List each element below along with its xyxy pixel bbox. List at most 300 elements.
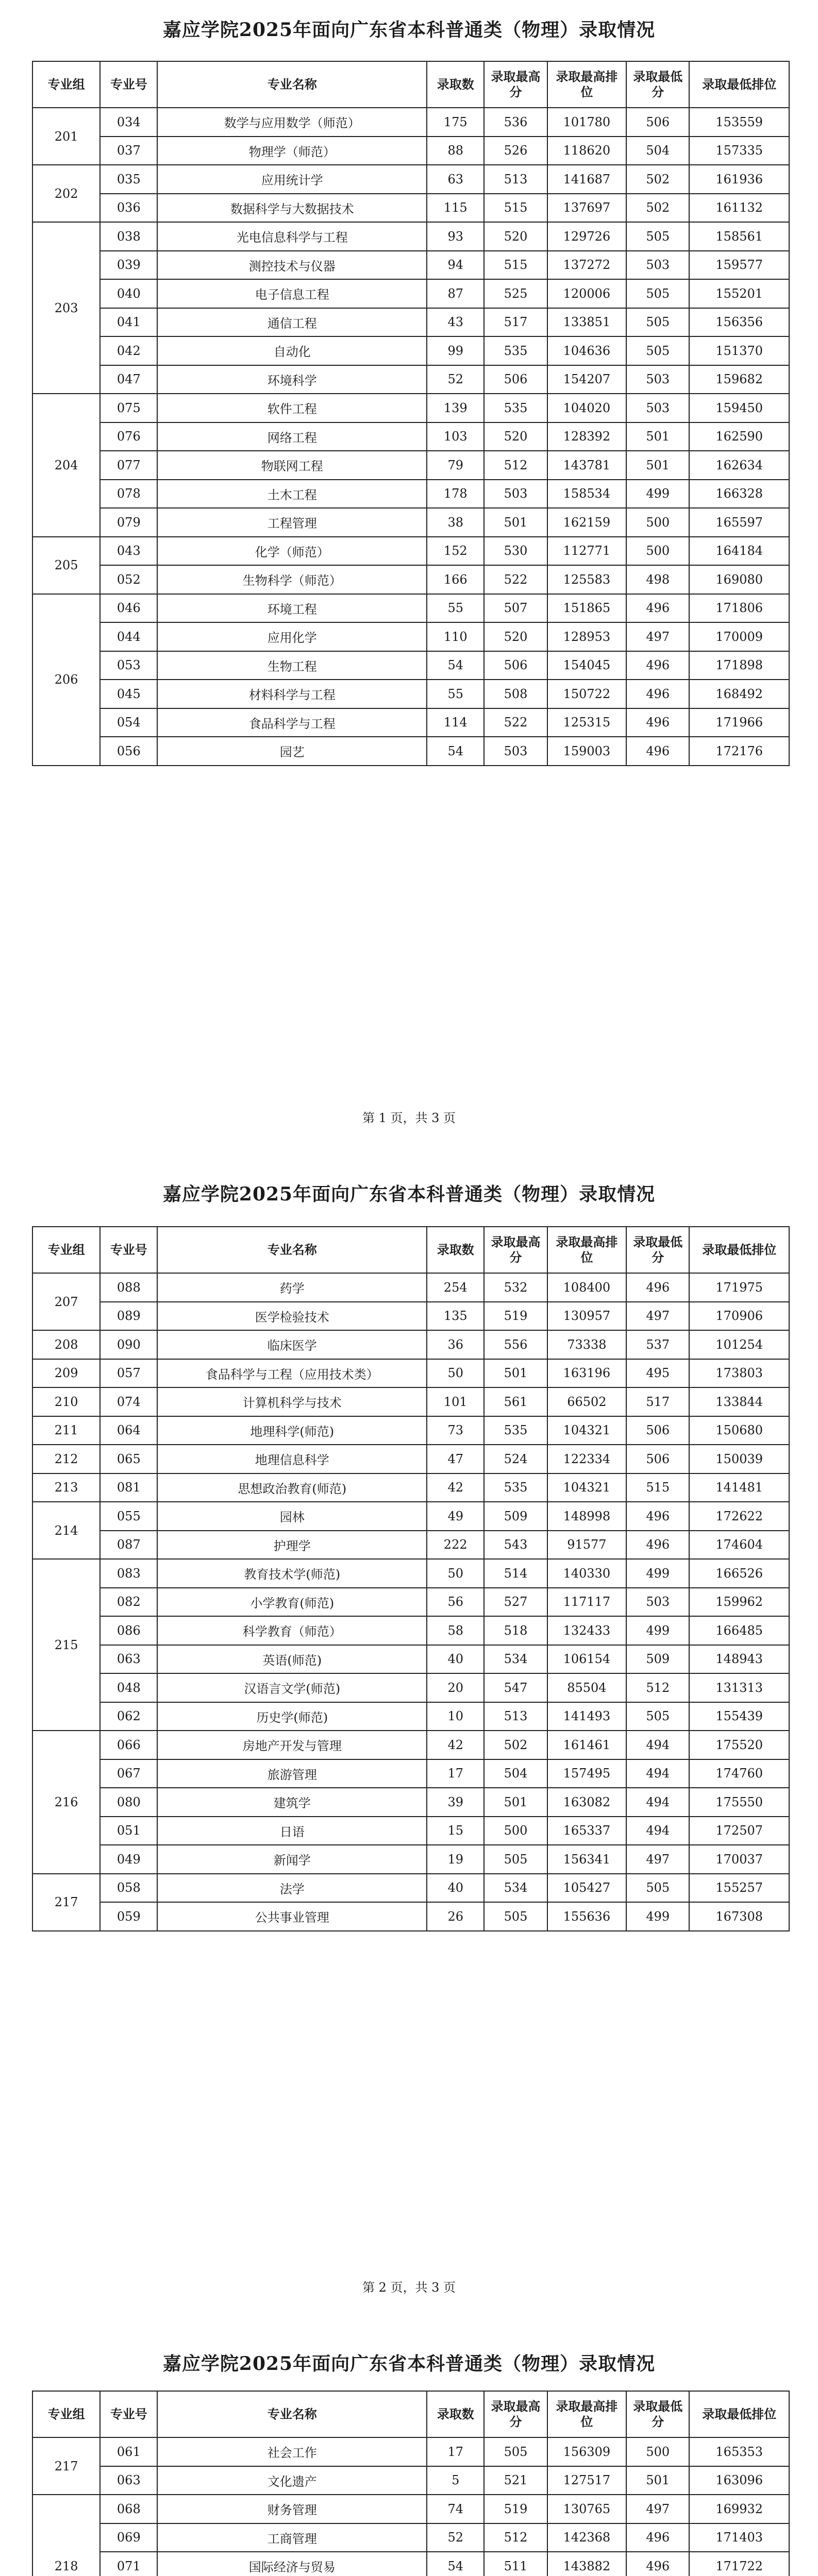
code-cell: 078 — [100, 480, 157, 509]
code-cell: 047 — [100, 365, 157, 394]
max-rank-cell: 150722 — [547, 680, 626, 708]
table-row — [32, 708, 789, 737]
column-header-name: 专业名称 — [157, 1227, 427, 1273]
max-rank-cell: 137272 — [547, 251, 626, 280]
max-cell: 515 — [484, 194, 547, 223]
name-cell: 材料科学与工程 — [157, 680, 427, 708]
max-cell: 512 — [484, 451, 547, 480]
code-cell: 071 — [100, 2552, 157, 2576]
min-cell: 496 — [626, 2523, 689, 2552]
name-cell: 英语(师范) — [157, 1645, 427, 1674]
min-rank-cell: 171403 — [689, 2523, 789, 2552]
table-row — [32, 137, 789, 165]
name-cell: 数据科学与大数据技术 — [157, 194, 427, 223]
max-rank-cell: 165337 — [547, 1817, 626, 1845]
max-rank-cell: 128392 — [547, 422, 626, 451]
name-cell: 测控技术与仪器 — [157, 251, 427, 280]
table-row — [32, 1731, 789, 1759]
min-cell: 503 — [626, 365, 689, 394]
max-cell: 509 — [484, 1502, 547, 1531]
max-rank-cell: 151865 — [547, 594, 626, 623]
count-cell: 166 — [427, 565, 484, 594]
max-rank-cell: 148998 — [547, 1502, 626, 1531]
table-row — [32, 1531, 789, 1560]
max-rank-cell: 112771 — [547, 537, 626, 566]
code-cell: 068 — [100, 2495, 157, 2523]
min-rank-cell: 169080 — [689, 565, 789, 594]
count-cell: 50 — [427, 1359, 484, 1388]
count-cell: 58 — [427, 1616, 484, 1645]
max-cell: 547 — [484, 1673, 547, 1702]
code-cell: 034 — [100, 108, 157, 137]
group-cell: 213 — [32, 1473, 100, 1502]
max-rank-cell: 104020 — [547, 394, 626, 422]
min-cell: 496 — [626, 594, 689, 623]
min-cell: 496 — [626, 1273, 689, 1302]
name-cell: 新闻学 — [157, 1845, 427, 1874]
name-cell: 食品科学与工程（应用技术类） — [157, 1359, 427, 1388]
min-rank-cell: 166328 — [689, 480, 789, 509]
count-cell: 10 — [427, 1702, 484, 1731]
name-cell: 公共事业管理 — [157, 1902, 427, 1931]
count-cell: 254 — [427, 1273, 484, 1302]
code-cell: 059 — [100, 1902, 157, 1931]
max-rank-cell: 156341 — [547, 1845, 626, 1874]
name-cell: 自动化 — [157, 336, 427, 365]
group-cell: 210 — [32, 1387, 100, 1416]
table-row — [32, 1359, 789, 1388]
min-cell: 506 — [626, 1445, 689, 1473]
min-cell: 504 — [626, 137, 689, 165]
max-rank-cell: 137697 — [547, 194, 626, 223]
max-cell: 520 — [484, 422, 547, 451]
table-row — [32, 222, 789, 251]
max-cell: 522 — [484, 708, 547, 737]
table-row — [32, 1416, 789, 1445]
min-rank-cell: 150680 — [689, 1416, 789, 1445]
column-header-min: 录取最低分 — [626, 2391, 689, 2437]
count-cell: 42 — [427, 1731, 484, 1759]
min-rank-cell: 175550 — [689, 1788, 789, 1817]
count-cell: 63 — [427, 165, 484, 194]
max-cell: 518 — [484, 1616, 547, 1645]
min-cell: 506 — [626, 1416, 689, 1445]
table-row — [32, 1302, 789, 1331]
max-rank-cell: 105427 — [547, 1874, 626, 1903]
code-cell: 054 — [100, 708, 157, 737]
count-cell: 87 — [427, 279, 484, 308]
min-rank-cell: 167308 — [689, 1902, 789, 1931]
code-cell: 046 — [100, 594, 157, 623]
max-cell: 512 — [484, 2523, 547, 2552]
max-rank-cell: 130957 — [547, 1302, 626, 1331]
min-rank-cell: 165353 — [689, 2437, 789, 2466]
code-cell: 066 — [100, 1731, 157, 1759]
group-cell: 217 — [32, 2437, 100, 2495]
column-header-count: 录取数 — [427, 1227, 484, 1273]
count-cell: 222 — [427, 1531, 484, 1560]
min-cell: 495 — [626, 1359, 689, 1388]
table-row — [32, 1445, 789, 1473]
min-cell: 498 — [626, 565, 689, 594]
table-row — [32, 1273, 789, 1302]
max-cell: 526 — [484, 137, 547, 165]
max-rank-cell: 161461 — [547, 1731, 626, 1759]
table-row — [32, 1645, 789, 1674]
min-cell: 506 — [626, 108, 689, 137]
max-rank-cell: 132433 — [547, 1616, 626, 1645]
table-row — [32, 165, 789, 194]
min-rank-cell: 153559 — [689, 108, 789, 137]
count-cell: 36 — [427, 1330, 484, 1359]
name-cell: 园林 — [157, 1502, 427, 1531]
name-cell: 土木工程 — [157, 480, 427, 509]
min-cell: 505 — [626, 1702, 689, 1731]
code-cell: 057 — [100, 1359, 157, 1388]
code-cell: 037 — [100, 137, 157, 165]
table-row — [32, 1559, 789, 1588]
code-cell: 077 — [100, 451, 157, 480]
min-cell: 502 — [626, 165, 689, 194]
code-cell: 082 — [100, 1588, 157, 1617]
admission-table — [32, 2391, 790, 2576]
column-header-min-rank: 录取最低排位 — [689, 61, 789, 108]
min-rank-cell: 161132 — [689, 194, 789, 223]
max-rank-cell: 156309 — [547, 2437, 626, 2466]
max-cell: 520 — [484, 622, 547, 651]
min-cell: 503 — [626, 394, 689, 422]
table-row — [32, 1673, 789, 1702]
min-cell: 497 — [626, 2495, 689, 2523]
min-rank-cell: 156356 — [689, 308, 789, 337]
max-rank-cell: 125583 — [547, 565, 626, 594]
count-cell: 55 — [427, 680, 484, 708]
code-cell: 079 — [100, 508, 157, 537]
group-cell: 214 — [32, 1502, 100, 1559]
max-cell: 503 — [484, 480, 547, 509]
max-cell: 515 — [484, 251, 547, 280]
max-cell: 535 — [484, 1473, 547, 1502]
min-cell: 496 — [626, 1502, 689, 1531]
table-row — [32, 1788, 789, 1817]
min-rank-cell: 170009 — [689, 622, 789, 651]
max-cell: 514 — [484, 1559, 547, 1588]
group-cell: 216 — [32, 1731, 100, 1874]
min-rank-cell: 169932 — [689, 2495, 789, 2523]
code-cell: 086 — [100, 1616, 157, 1645]
count-cell: 15 — [427, 1817, 484, 1845]
group-cell: 218 — [32, 2495, 100, 2576]
header-row — [32, 1227, 789, 1273]
code-cell: 035 — [100, 165, 157, 194]
group-cell: 217 — [32, 1874, 100, 1931]
min-cell: 496 — [626, 651, 689, 680]
max-cell: 522 — [484, 565, 547, 594]
min-rank-cell: 175520 — [689, 1731, 789, 1759]
min-rank-cell: 101254 — [689, 1330, 789, 1359]
min-rank-cell: 171966 — [689, 708, 789, 737]
min-cell: 496 — [626, 680, 689, 708]
table-row — [32, 451, 789, 480]
code-cell: 063 — [100, 1645, 157, 1674]
max-rank-cell: 104321 — [547, 1416, 626, 1445]
group-cell: 205 — [32, 537, 100, 594]
count-cell: 43 — [427, 308, 484, 337]
min-cell: 512 — [626, 1673, 689, 1702]
min-cell: 494 — [626, 1759, 689, 1788]
table-row — [32, 1473, 789, 1502]
max-cell: 506 — [484, 365, 547, 394]
column-header-name: 专业名称 — [157, 2391, 427, 2437]
name-cell: 财务管理 — [157, 2495, 427, 2523]
max-rank-cell: 157495 — [547, 1759, 626, 1788]
count-cell: 94 — [427, 251, 484, 280]
max-cell: 524 — [484, 1445, 547, 1473]
max-rank-cell: 117117 — [547, 1588, 626, 1617]
code-cell: 090 — [100, 1330, 157, 1359]
column-header-min-rank: 录取最低排位 — [689, 1227, 789, 1273]
column-header-group: 专业组 — [32, 61, 100, 108]
min-cell: 502 — [626, 194, 689, 223]
min-cell: 494 — [626, 1788, 689, 1817]
max-rank-cell: 154207 — [547, 365, 626, 394]
code-cell: 062 — [100, 1702, 157, 1731]
min-rank-cell: 159450 — [689, 394, 789, 422]
group-cell: 206 — [32, 594, 100, 766]
table-row — [32, 565, 789, 594]
table-row — [32, 1330, 789, 1359]
min-rank-cell: 172507 — [689, 1817, 789, 1845]
code-cell: 045 — [100, 680, 157, 708]
group-cell: 204 — [32, 394, 100, 537]
column-header-count: 录取数 — [427, 2391, 484, 2437]
min-rank-cell: 164184 — [689, 537, 789, 566]
min-rank-cell: 133844 — [689, 1387, 789, 1416]
name-cell: 护理学 — [157, 1531, 427, 1560]
min-cell: 505 — [626, 336, 689, 365]
column-header-name: 专业名称 — [157, 61, 427, 108]
min-cell: 500 — [626, 2437, 689, 2466]
count-cell: 99 — [427, 336, 484, 365]
name-cell: 建筑学 — [157, 1788, 427, 1817]
max-cell: 521 — [484, 2466, 547, 2495]
table-row — [32, 594, 789, 623]
max-rank-cell: 141687 — [547, 165, 626, 194]
max-rank-cell: 125315 — [547, 708, 626, 737]
min-rank-cell: 171898 — [689, 651, 789, 680]
count-cell: 52 — [427, 2523, 484, 2552]
min-cell: 500 — [626, 537, 689, 566]
table-row — [32, 1817, 789, 1845]
min-rank-cell: 174604 — [689, 1531, 789, 1560]
max-cell: 513 — [484, 1702, 547, 1731]
min-cell: 496 — [626, 2552, 689, 2576]
max-cell: 556 — [484, 1330, 547, 1359]
max-cell: 507 — [484, 594, 547, 623]
count-cell: 74 — [427, 2495, 484, 2523]
name-cell: 计算机科学与技术 — [157, 1387, 427, 1416]
header-row — [32, 61, 789, 108]
name-cell: 教育技术学(师范) — [157, 1559, 427, 1588]
column-header-count: 录取数 — [427, 61, 484, 108]
code-cell: 067 — [100, 1759, 157, 1788]
min-rank-cell: 171806 — [689, 594, 789, 623]
table-row — [32, 2466, 789, 2495]
table-row — [32, 1874, 789, 1903]
code-cell: 040 — [100, 279, 157, 308]
name-cell: 通信工程 — [157, 308, 427, 337]
name-cell: 电子信息工程 — [157, 279, 427, 308]
table-row — [32, 108, 789, 137]
count-cell: 55 — [427, 594, 484, 623]
min-rank-cell: 155201 — [689, 279, 789, 308]
max-cell: 534 — [484, 1874, 547, 1903]
column-header-min-rank: 录取最低排位 — [689, 2391, 789, 2437]
max-cell: 502 — [484, 1731, 547, 1759]
page-title: 嘉应学院2025年面向广东省本科普通类（物理）录取情况 — [162, 1183, 656, 1205]
min-rank-cell: 171975 — [689, 1273, 789, 1302]
min-rank-cell: 172622 — [689, 1502, 789, 1531]
count-cell: 175 — [427, 108, 484, 137]
min-cell: 499 — [626, 1902, 689, 1931]
admission-table — [32, 1226, 790, 1931]
count-cell: 101 — [427, 1387, 484, 1416]
name-cell: 光电信息科学与工程 — [157, 222, 427, 251]
count-cell: 79 — [427, 451, 484, 480]
max-rank-cell: 159003 — [547, 737, 626, 766]
max-cell: 532 — [484, 1273, 547, 1302]
min-rank-cell: 162590 — [689, 422, 789, 451]
count-cell: 178 — [427, 480, 484, 509]
max-cell: 535 — [484, 1416, 547, 1445]
code-cell: 036 — [100, 194, 157, 223]
max-rank-cell: 143882 — [547, 2552, 626, 2576]
min-cell: 496 — [626, 737, 689, 766]
column-header-code: 专业号 — [100, 2391, 157, 2437]
group-cell: 208 — [32, 1330, 100, 1359]
min-rank-cell: 174760 — [689, 1759, 789, 1788]
header-row — [32, 2391, 789, 2437]
code-cell: 075 — [100, 394, 157, 422]
min-cell: 497 — [626, 622, 689, 651]
code-cell: 053 — [100, 651, 157, 680]
column-header-max: 录取最高分 — [484, 2391, 547, 2437]
max-cell: 525 — [484, 279, 547, 308]
name-cell: 化学（师范） — [157, 537, 427, 566]
count-cell: 110 — [427, 622, 484, 651]
code-cell: 083 — [100, 1559, 157, 1588]
min-rank-cell: 151370 — [689, 336, 789, 365]
min-rank-cell: 150039 — [689, 1445, 789, 1473]
min-rank-cell: 155257 — [689, 1874, 789, 1903]
code-cell: 049 — [100, 1845, 157, 1874]
group-cell: 203 — [32, 222, 100, 394]
count-cell: 54 — [427, 737, 484, 766]
name-cell: 汉语言文学(师范) — [157, 1673, 427, 1702]
max-rank-cell: 104636 — [547, 336, 626, 365]
min-rank-cell: 170037 — [689, 1845, 789, 1874]
count-cell: 26 — [427, 1902, 484, 1931]
min-cell: 517 — [626, 1387, 689, 1416]
code-cell: 056 — [100, 737, 157, 766]
name-cell: 临床医学 — [157, 1330, 427, 1359]
name-cell: 工程管理 — [157, 508, 427, 537]
table-row — [32, 2495, 789, 2523]
name-cell: 日语 — [157, 1817, 427, 1845]
group-cell: 207 — [32, 1273, 100, 1330]
name-cell: 地理科学(师范) — [157, 1416, 427, 1445]
min-rank-cell: 157335 — [689, 137, 789, 165]
name-cell: 应用化学 — [157, 622, 427, 651]
count-cell: 17 — [427, 2437, 484, 2466]
name-cell: 社会工作 — [157, 2437, 427, 2466]
column-header-code: 专业号 — [100, 61, 157, 108]
group-cell: 215 — [32, 1559, 100, 1731]
min-rank-cell: 159962 — [689, 1588, 789, 1617]
table-row — [32, 2552, 789, 2576]
table-row — [32, 1588, 789, 1617]
code-cell: 055 — [100, 1502, 157, 1531]
min-cell: 499 — [626, 1559, 689, 1588]
max-cell: 536 — [484, 108, 547, 137]
max-rank-cell: 163082 — [547, 1788, 626, 1817]
table-row — [32, 1702, 789, 1731]
table-row — [32, 251, 789, 280]
column-header-max-rank: 录取最高排位 — [547, 1227, 626, 1273]
max-rank-cell: 118620 — [547, 137, 626, 165]
code-cell: 088 — [100, 1273, 157, 1302]
table-row — [32, 1387, 789, 1416]
name-cell: 物理学（师范） — [157, 137, 427, 165]
count-cell: 40 — [427, 1645, 484, 1674]
max-cell: 501 — [484, 508, 547, 537]
column-header-min: 录取最低分 — [626, 1227, 689, 1273]
min-rank-cell: 168492 — [689, 680, 789, 708]
code-cell: 064 — [100, 1416, 157, 1445]
name-cell: 历史学(师范) — [157, 1702, 427, 1731]
code-cell: 051 — [100, 1817, 157, 1845]
table-row — [32, 680, 789, 708]
count-cell: 93 — [427, 222, 484, 251]
max-rank-cell: 104321 — [547, 1473, 626, 1502]
table-row — [32, 308, 789, 337]
max-rank-cell: 163196 — [547, 1359, 626, 1388]
count-cell: 5 — [427, 2466, 484, 2495]
code-cell: 063 — [100, 2466, 157, 2495]
group-cell: 211 — [32, 1416, 100, 1445]
code-cell: 074 — [100, 1387, 157, 1416]
max-rank-cell: 106154 — [547, 1645, 626, 1674]
name-cell: 药学 — [157, 1273, 427, 1302]
name-cell: 地理信息科学 — [157, 1445, 427, 1473]
name-cell: 软件工程 — [157, 394, 427, 422]
max-rank-cell: 127517 — [547, 2466, 626, 2495]
count-cell: 139 — [427, 394, 484, 422]
min-rank-cell: 163096 — [689, 2466, 789, 2495]
min-rank-cell: 161936 — [689, 165, 789, 194]
max-cell: 520 — [484, 222, 547, 251]
count-cell: 103 — [427, 422, 484, 451]
min-cell: 494 — [626, 1817, 689, 1845]
group-cell: 202 — [32, 165, 100, 222]
min-rank-cell: 162634 — [689, 451, 789, 480]
table-row — [32, 651, 789, 680]
min-rank-cell: 155439 — [689, 1702, 789, 1731]
min-rank-cell: 165597 — [689, 508, 789, 537]
table-row — [32, 365, 789, 394]
min-cell: 501 — [626, 451, 689, 480]
min-cell: 505 — [626, 222, 689, 251]
